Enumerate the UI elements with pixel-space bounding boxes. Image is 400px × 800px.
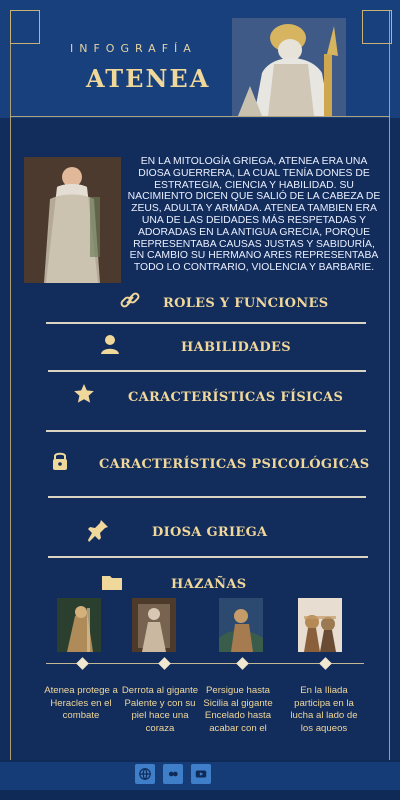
pin-icon bbox=[86, 518, 110, 542]
hazana-image-1 bbox=[57, 598, 101, 652]
hazana-image-4 bbox=[298, 598, 342, 652]
user-icon bbox=[98, 332, 122, 356]
hazana-text-4: En la Iliada participa en la lucha al lado de los aqueos bbox=[290, 685, 358, 734]
section-caracteristicas-psicologicas bbox=[0, 448, 400, 484]
lock-icon bbox=[48, 448, 72, 472]
flickr-icon[interactable] bbox=[163, 764, 183, 784]
hazana-image-3 bbox=[219, 598, 263, 652]
section-title-roles: ROLES Y FUNCIONES bbox=[163, 296, 329, 311]
divider bbox=[48, 370, 366, 372]
page-title: ATENEA bbox=[86, 64, 211, 93]
hazana-text-3: Persigue hasta Sicilia al gigante Encelado hasta acabar con el bbox=[203, 685, 273, 734]
section-title-hazanas: HAZAÑAS bbox=[171, 577, 247, 592]
section-roles bbox=[0, 288, 400, 324]
intro-paragraph: EN LA MITOLOGÍA GRIEGA, ATENEA ERA UNA DIOSA GUERRERA, LA CUAL TENÍA DONES DE ESTRATEGIA, CIENCIA Y HABILIDAD. SU NACIMIENTO DICEN QUE SALIÓ DE LA CABEZA DE ZEUS, ADULTA Y ARMADA. ATENEA TAMBIEN ERA UNA DE LAS DEIDADES MÁS RESPETADAS Y ADORADAS EN LA ANTIGUA GRECIA, PORQUE REPRESENTABA CAUSAS JUSTAS Y SABIDURÍA, EN CAMBIO SU HERMANO ARES REPRESENTABA TODO LO CONTRARIO, VIOLENCIA Y BARBARIE. bbox=[127, 156, 381, 274]
hazana-text-2: Derrota al gigante Palente y con su piel hace una coraza bbox=[121, 685, 199, 734]
section-habilidades bbox=[0, 332, 400, 368]
divider bbox=[48, 556, 368, 558]
section-title-habilidades: HABILIDADES bbox=[181, 340, 291, 355]
timeline-diamond bbox=[319, 657, 332, 670]
athena-statue-image bbox=[232, 18, 346, 116]
timeline-diamond bbox=[236, 657, 249, 670]
divider bbox=[46, 430, 366, 432]
corner-top-right bbox=[362, 10, 392, 44]
timeline-diamond bbox=[76, 657, 89, 670]
link-icon bbox=[118, 288, 142, 312]
timeline-diamond bbox=[158, 657, 171, 670]
divider bbox=[46, 322, 366, 324]
divider bbox=[48, 496, 366, 498]
section-diosa-griega bbox=[0, 516, 400, 552]
hazana-text-1: Atenea protege a Heracles en el combate bbox=[44, 685, 118, 722]
section-title-diosa-griega: DIOSA GRIEGA bbox=[152, 525, 268, 540]
corner-top-left bbox=[10, 10, 40, 44]
section-title-caracteristicas-fisicas: CARACTERÍSTICAS FÍSICAS bbox=[128, 390, 344, 405]
youtube-icon[interactable] bbox=[191, 764, 211, 784]
timeline-line bbox=[46, 663, 364, 664]
header-subtitle: INFOGRAFÍA bbox=[70, 42, 197, 55]
folder-icon bbox=[100, 570, 124, 594]
section-caracteristicas-fisicas bbox=[0, 382, 400, 418]
star-icon bbox=[72, 382, 96, 406]
hazana-image-2 bbox=[132, 598, 176, 652]
section-title-caracteristicas-psicologicas: CARACTERÍSTICAS PSICOLÓGICAS bbox=[99, 457, 370, 472]
athena-portrait-image bbox=[24, 157, 121, 283]
frame-top bbox=[10, 116, 390, 117]
header bbox=[0, 0, 400, 118]
globe-icon[interactable] bbox=[135, 764, 155, 784]
